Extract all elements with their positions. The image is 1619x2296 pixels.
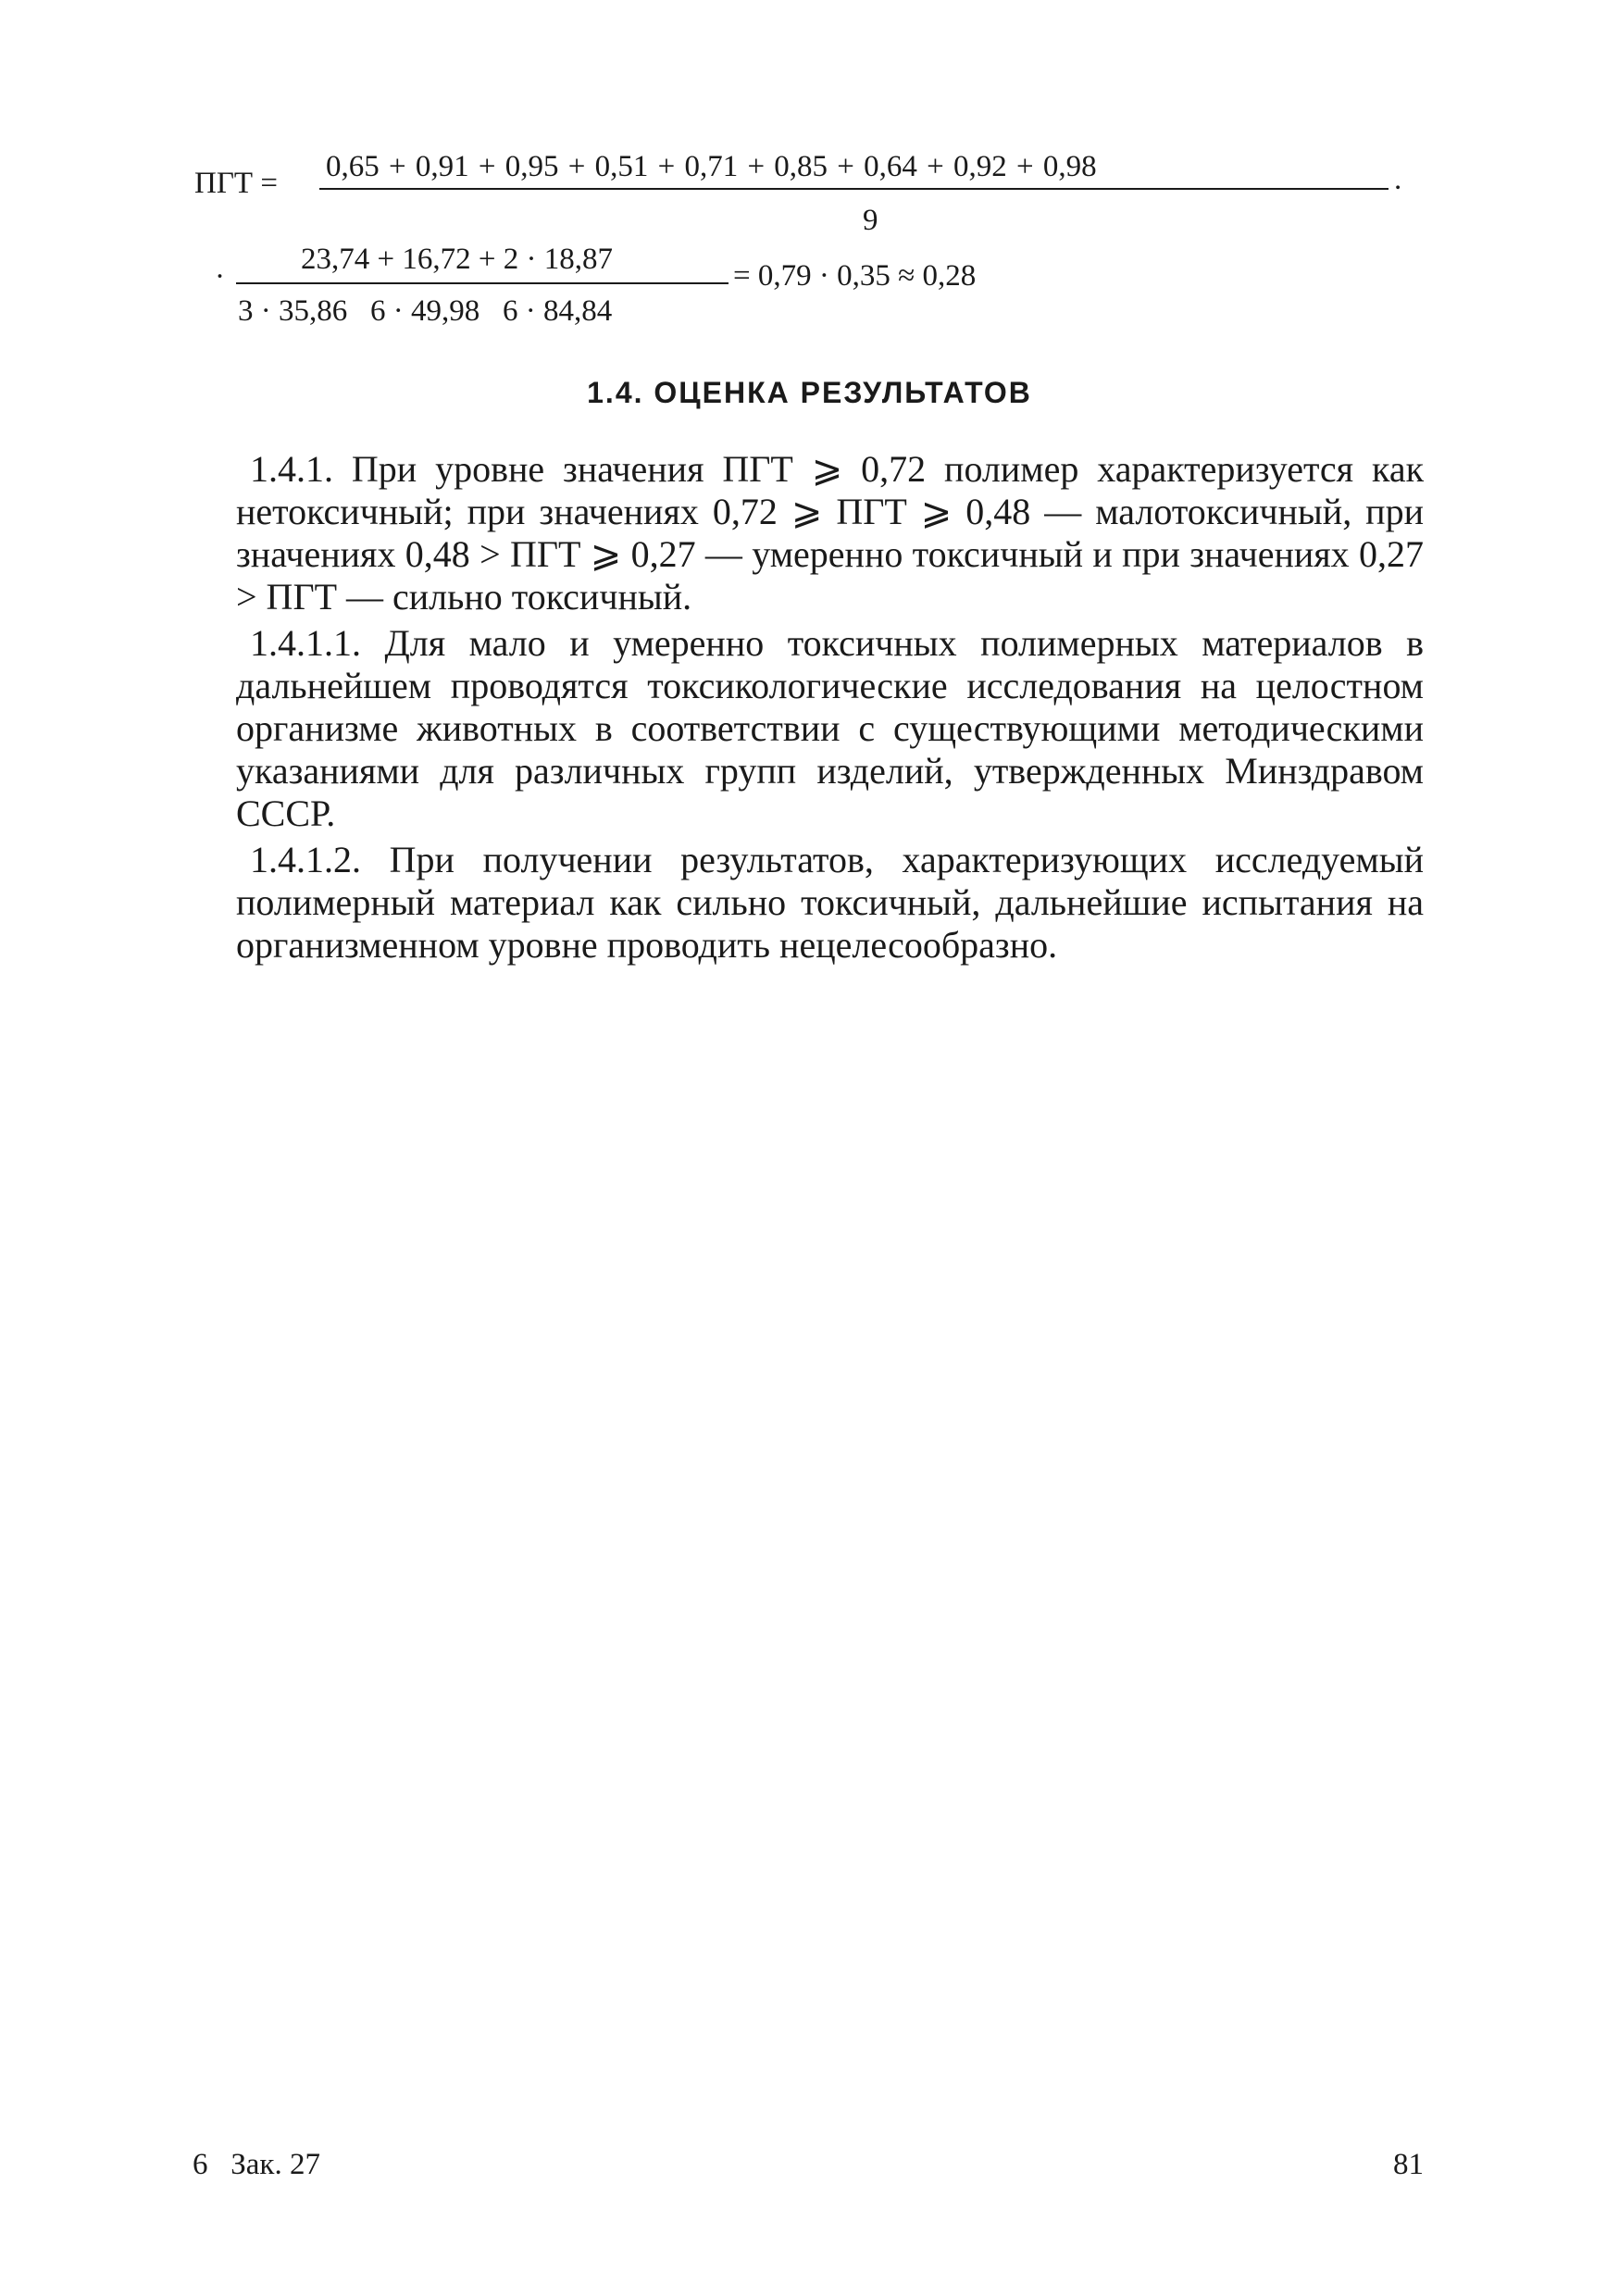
fraction-bar-1	[319, 188, 1389, 190]
page-number: 81	[1393, 2148, 1424, 2181]
formula-numerator-2: 23,74 + 16,72 + 2 · 18,87	[301, 243, 613, 276]
formula-lead-dot-2: ·	[215, 260, 225, 293]
fraction-bar-2	[236, 282, 729, 284]
section-body	[236, 448, 1424, 967]
formula-denominator-1: 9	[863, 204, 878, 237]
paragraph-1-4-1: 1.4.1. При уровне значения ПГТ ⩾ 0,72 полимер характеризуется как нетоксичный; при значениях 0,72 ⩾ ПГТ ⩾ 0,48 — малотоксичный, при значениях 0,48 > ПГТ ⩾ 0,27 — умеренно токсичный и при значениях 0,27 > ПГТ — сильно токсичный.	[236, 448, 1424, 618]
formula-trail-dot-1: .	[1394, 163, 1402, 196]
formula-lhs: ПГТ =	[194, 167, 278, 200]
section-heading: 1.4. ОЦЕНКА РЕЗУЛЬТАТОВ	[587, 376, 1032, 409]
footer-order-number: 6 Зак. 27	[193, 2148, 320, 2181]
formula-denominator-2: 3 · 35,86 6 · 49,98 6 · 84,84	[238, 294, 613, 328]
paragraph-1-4-1-2: 1.4.1.2. При получении результатов, характеризующих исследуемый полимерный материал как сильно токсичный, дальнейшие испытания на организменном уровне проводить нецелесообразно.	[236, 839, 1424, 966]
formula-result: = 0,79 · 0,35 ≈ 0,28	[733, 259, 977, 293]
formula-numerator-1: 0,65 + 0,91 + 0,95 + 0,51 + 0,71 + 0,85 + 0,64 + 0,92 + 0,98	[326, 150, 1097, 183]
paragraph-1-4-1-1: 1.4.1.1. Для мало и умеренно токсичных полимерных материалов в дальнейшем проводятся токсикологические исследования на целостном организме животных в соответствии с существующими методическими указаниями для различных групп изделий, утвержденных Минздравом СССР.	[236, 622, 1424, 834]
